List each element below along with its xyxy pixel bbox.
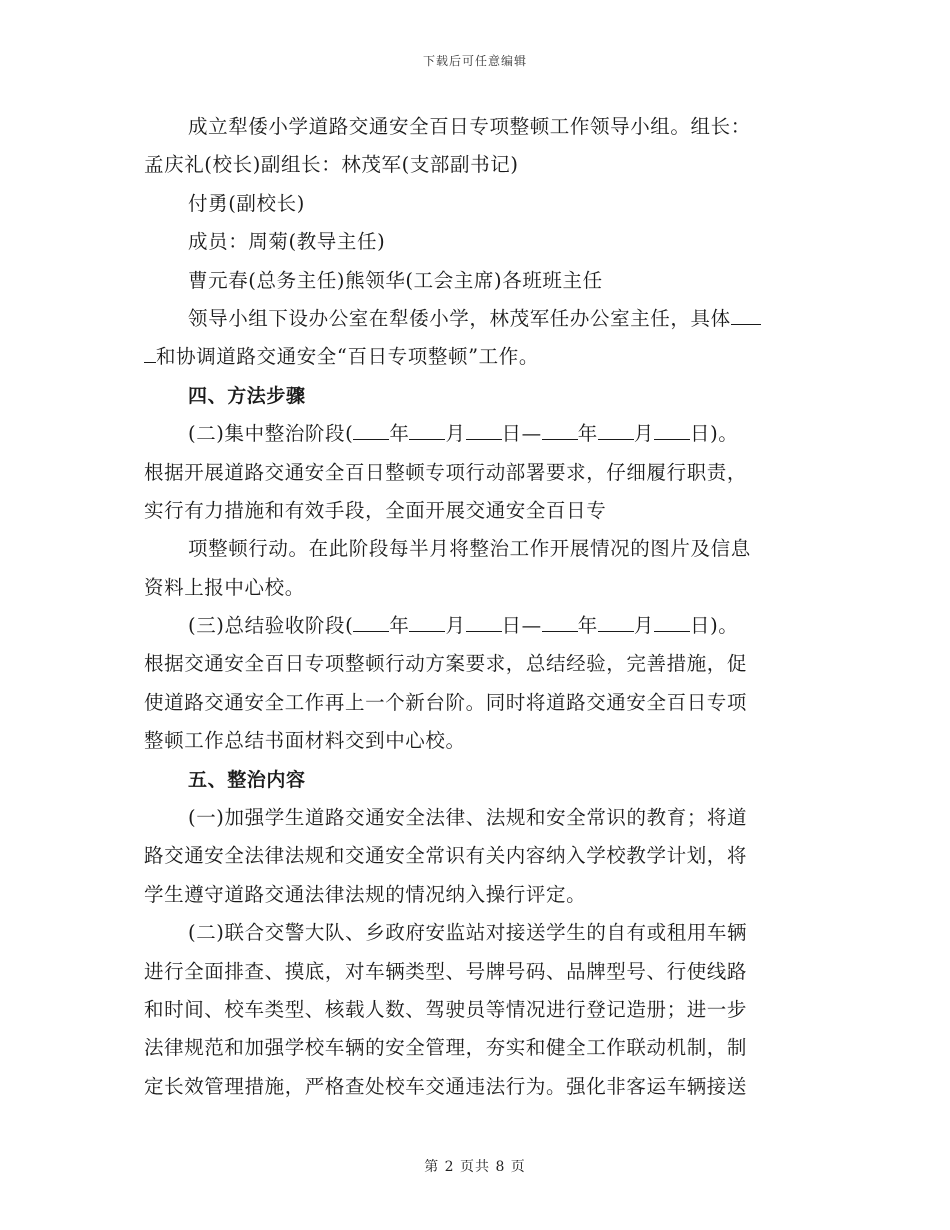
paragraph-line: 使道路交通安全工作再上一个新台阶。同时将道路交通安全百日专项 [144, 690, 748, 714]
month-label: 月 [445, 614, 466, 638]
fill-blank [654, 609, 690, 632]
stage-3-label: (三)总结验收阶段( [188, 614, 354, 638]
paragraph-line: 项整顿行动。在此阶段每半月将整治工作开展情况的图片及信息 [188, 537, 751, 561]
month-label: 月 [445, 422, 466, 446]
paragraph-line: 法律规范和加强学校车辆的安全管理，夯实和健全工作联动机制，制 [144, 1036, 748, 1060]
fill-blank [731, 302, 761, 325]
paragraph-line: (一)加强学生道路交通安全法律、法规和安全常识的教育；将道 [188, 806, 748, 830]
paragraph-line: 进行全面排查、摸底，对车辆类型、号牌号码、品牌型号、行使线路 [144, 959, 748, 983]
year-label: 年 [389, 422, 410, 446]
stage-3-line [144, 607, 804, 645]
month-label: 月 [633, 422, 654, 446]
page-footer: 第 2 页共 8 页 [424, 1159, 526, 1175]
fill-blank [598, 609, 634, 632]
document-body [144, 108, 804, 1106]
day-label: 日)。 [689, 614, 739, 638]
fill-blank [353, 609, 389, 632]
fill-blank [466, 609, 502, 632]
paragraph-line: 孟庆礼(校长)副组长：林茂军(支部副书记) [144, 153, 519, 177]
year-label: 年 [577, 614, 598, 638]
year-label: 年 [389, 614, 410, 638]
fill-blank [598, 417, 634, 440]
fill-blank [542, 609, 578, 632]
page-header: 下载后可任意编辑 [422, 54, 527, 68]
paragraph-line: 整顿工作总结书面材料交到中心校。 [144, 729, 466, 753]
paragraph-line: 根据开展道路交通安全百日整顿专项行动部署要求，仔细履行职责， [144, 460, 748, 484]
paragraph-line: 路交通安全法律法规和交通安全常识有关内容纳入学校教学计划，将 [144, 844, 748, 868]
paragraph-line: 和时间、校车类型、核载人数、驾驶员等情况进行登记造册；进一步 [144, 997, 748, 1021]
fill-blank [542, 417, 578, 440]
month-label: 月 [633, 614, 654, 638]
paragraph-line: 资料上报中心校。 [144, 575, 305, 599]
fill-blank [409, 417, 445, 440]
paragraph-text: 和协调道路交通安全“百日专项整顿”工作。 [156, 345, 539, 369]
paragraph-line [144, 338, 804, 376]
stage-2-line [144, 415, 804, 453]
fill-blank [409, 609, 445, 632]
paragraph-line: 成立犁倭小学道路交通安全百日专项整顿工作领导小组。组长： [188, 115, 751, 138]
paragraph-line: 根据交通安全百日专项整顿行动方案要求，总结经验，完善措施，促 [144, 652, 748, 676]
paragraph-line: 定长效管理措施，严格查处校车交通违法行为。强化非客运车辆接送 [144, 1074, 748, 1098]
paragraph-text: 领导小组下设办公室在犁倭小学，林茂军任办公室主任，具体 [188, 306, 731, 330]
fill-blank [144, 340, 156, 363]
day-label: 日— [501, 422, 542, 446]
section-heading-4: 四、方法步骤 [188, 384, 306, 407]
year-label: 年 [577, 422, 598, 446]
paragraph-line: 付勇(副校长) [188, 191, 305, 215]
paragraph-line: 学生遵守道路交通法律法规的情况纳入操行评定。 [144, 882, 587, 906]
fill-blank [654, 417, 690, 440]
paragraph-line: 实行有力措施和有效手段，全面开展交通安全百日专 [144, 498, 607, 522]
section-heading-5: 五、整治内容 [188, 768, 306, 791]
fill-blank [466, 417, 502, 440]
paragraph-line: 成员：周菊(教导主任) [188, 230, 386, 254]
paragraph-line: (二)联合交警大队、乡政府安监站对接送学生的自有或租用车辆 [188, 921, 748, 945]
day-label: 日)。 [689, 422, 739, 446]
paragraph-line [144, 300, 804, 338]
day-label: 日— [501, 614, 542, 638]
fill-blank [353, 417, 389, 440]
stage-2-label: (二)集中整治阶段( [188, 422, 354, 446]
paragraph-line: 曹元春(总务主任)熊领华(工会主席)各班班主任 [188, 268, 603, 292]
